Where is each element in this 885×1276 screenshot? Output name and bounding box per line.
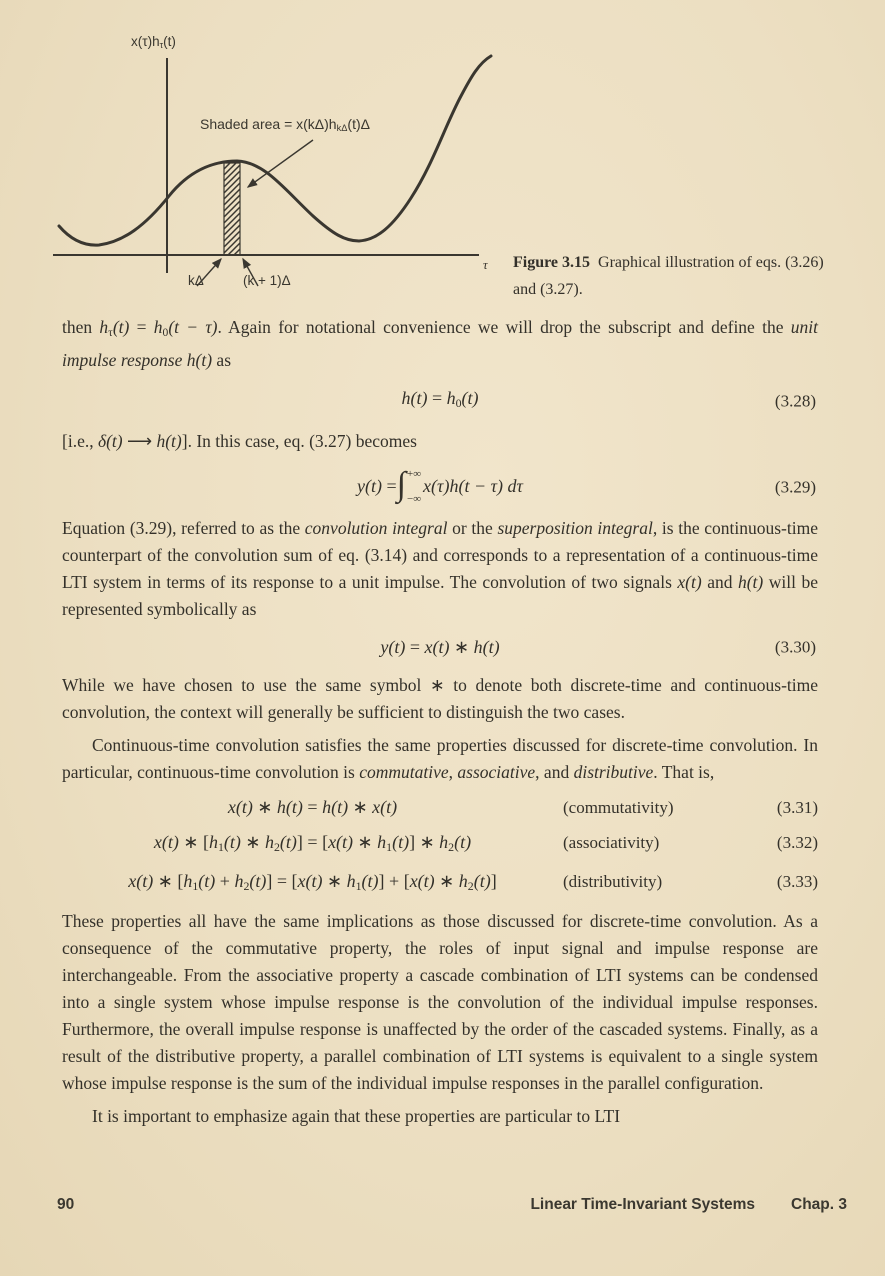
equation-3-29-body (357, 465, 523, 505)
chapter-number: Chap. 3 (791, 1196, 847, 1213)
equation-3-33-label: (distributivity) (563, 872, 663, 892)
figure-tau-axis-label: τ (483, 257, 488, 272)
equation-3-29-lhs: y(t) = (357, 476, 397, 497)
signal-curve (59, 56, 491, 245)
chapter-title: Linear Time-Invariant Systems (530, 1196, 756, 1213)
equation-3-31 (62, 794, 818, 821)
page-footer (57, 1196, 847, 1214)
running-head (530, 1196, 847, 1214)
paragraph-then-h: then $h_\tau(t) = h_0(t - \tau)$. Again for notational convenience we will drop the subscript and define the unit impulse response h(t) as (62, 317, 818, 370)
paragraph-same-symbol: While we have chosen to use the same symbol ∗ to denote both discrete-time and continuous-time convolution, the context will generally be sufficient to distinguish the two cases. (62, 674, 818, 722)
equation-3-29-number: (3.29) (774, 477, 816, 497)
equation-3-29-integrand: x(τ)h(t − τ) dτ (423, 476, 523, 497)
equation-3-28 (62, 385, 818, 417)
integral-lower-limit: −∞ (406, 492, 422, 505)
figure-shaded-area-label: Shaded area = $x(k\Delta)h_{k\Delta}(t)\Delta$ (200, 116, 370, 134)
equation-3-31-body: x(t) ∗ h(t) = h(t) ∗ x(t) (227, 796, 398, 817)
equation-3-33 (62, 868, 818, 900)
figure-3-15 (0, 0, 885, 308)
equation-3-33-body: x(t) ∗ $[h_1(t) + h_2(t)] = [x(t)$ ∗ $h_1(t)] + [x(t)$ ∗ $h_2(t)$] (128, 871, 497, 894)
equation-3-32 (62, 829, 818, 861)
equation-3-32-number: (3.32) (776, 832, 818, 852)
paragraph-implications: These properties all have the same implications as those discussed for discrete-time convolution. As a consequence of the commutative property, the roles of input signal and impulse response are interchangeable. From the associative property a cascade combination of LTI systems can be condensed into a single system whose impulse response is the convolution of the individual impulse responses. Furthermore, the overall impulse response is unaffected by the order of the cascaded systems. Finally, as a result of the distributive property, a parallel combination of LTI systems is equivalent to a single system whose impulse response is the sum of the individual impulse responses in the parallel configuration. (62, 911, 818, 1094)
figure-tick-k-delta: kΔ (188, 273, 204, 288)
equation-3-33-number: (3.33) (776, 872, 818, 892)
equation-3-32-label: (associativity) (563, 832, 660, 852)
figure-caption (513, 249, 843, 303)
equation-3-31-label: (commutativity) (563, 797, 674, 817)
shaded-area-bar (224, 163, 240, 255)
figure-caption-text: Graphical illustration of eqs. (3.26) and (3.27). (513, 254, 824, 298)
equation-3-31-number: (3.31) (776, 797, 818, 817)
integral-sign: ∫ (396, 465, 406, 503)
paragraph-properties-intro: Continuous-time convolution satisfies the same properties discussed for discrete-time convolution. In particular, continuous-time convolution is commutative, associative, and distributive. That is, (62, 734, 818, 782)
equation-3-30-body: y(t) = x(t) ∗ h(t) (380, 636, 500, 657)
figure-tick-k-plus-1-delta: (k + 1)Δ (243, 273, 291, 288)
equation-3-28-body: $h(t) = h_0(t)$ (401, 387, 479, 410)
paragraph-ie-delta: [i.e., δ(t) ⟶ h(t)]. In this case, eq. (3.27) becomes (62, 430, 417, 451)
figure-graph (45, 30, 505, 300)
paragraph-convolution-integral: Equation (3.29), referred to as the convolution integral or the superposition integral, is the continuous-time counterpart of the convolution sum of eq. (3.14) and corresponds to a representation of a continuous-time LTI system in terms of its response to a unit impulse. The convolution of two signals x(t) and h(t) will be represented symbolically as (62, 517, 818, 619)
equation-3-32-body: x(t) ∗ [$h_1(t)$ ∗ $h_2(t)] = [x(t)$ ∗ $h_1(t)$] ∗ $h_2(t)$ (153, 831, 472, 854)
equation-3-29 (62, 465, 818, 505)
page-body (62, 314, 818, 1130)
equation-3-30-number: (3.30) (774, 637, 816, 657)
equation-3-28-number: (3.28) (774, 391, 816, 411)
integral-upper-limit: +∞ (406, 467, 422, 480)
integral-limits (407, 469, 421, 505)
paragraph-important: It is important to emphasize again that these properties are particular to LTI (92, 1106, 621, 1127)
shaded-area-arrow (248, 140, 313, 187)
figure-y-axis-label: $x(\tau)h_\tau(t)$ (131, 34, 176, 51)
equation-3-30 (62, 634, 818, 661)
figure-caption-number: Figure 3.15 (513, 254, 591, 271)
page-number: 90 (57, 1196, 75, 1213)
